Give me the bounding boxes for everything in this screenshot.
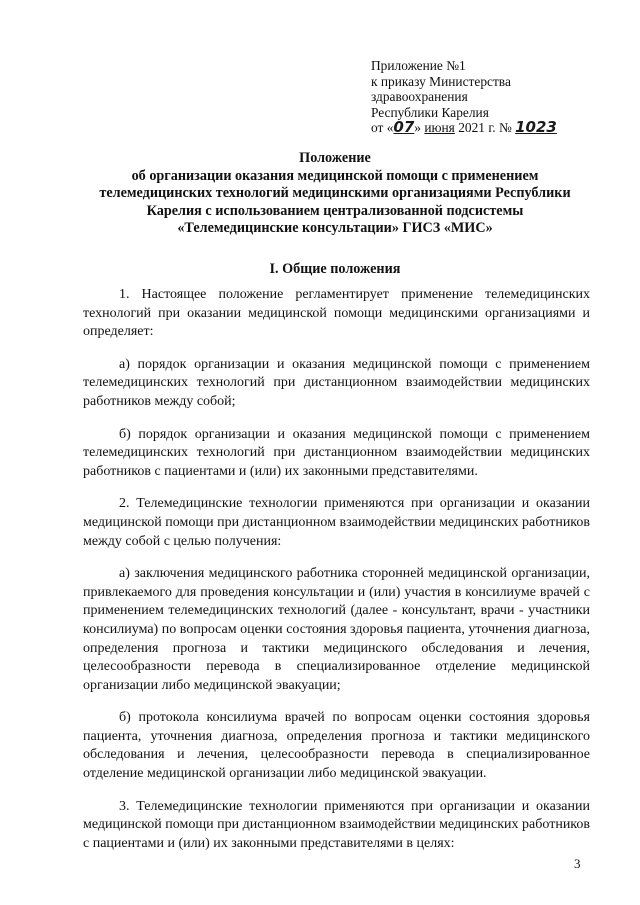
paragraph-1a: а) порядок организации и оказания медицинской помощи с применением телемедицинских технологий при дистанционном взаимодействии медицинских работников между собой; [83, 356, 590, 409]
date-prefix: от « [371, 120, 394, 135]
page-number: 3 [574, 856, 581, 871]
title-line-2: об организации оказания медицинской помощи с применением [131, 167, 539, 184]
title-line-3: телемедицинских технологий медицинскими организациями Республики [99, 185, 571, 201]
date-mid: » [414, 120, 425, 135]
section-heading: I. Общие положения [269, 261, 401, 277]
date-year: 2021 г. № [454, 120, 516, 135]
annex-line-4: Республики Карелия [371, 104, 489, 120]
annex-line-1: Приложение №1 [371, 58, 466, 73]
annex-block [371, 58, 557, 136]
annex-date-line [371, 120, 557, 136]
title-line-5: «Телемедицинские консультации» ГИСЗ «МИС» [177, 220, 493, 236]
document-title [80, 150, 590, 238]
paragraph-1: 1. Настоящее положение регламентирует применение телемедицинских технологий при оказании медицинской помощи медицинскими организациями и определяет: [83, 287, 590, 340]
paragraph-2a: а) заключения медицинского работника сторонней медицинской организации, привлекаемого для проведения консультации и (или) участия в консилиуме врачей с применением телемедицинских технологий (далее - консультант, врачи - участники консилиума) по вопросам оценки состояния здоровья пациента, уточнения диагноза, определения прогноза и тактики медицинского обследования и лечения, целесообразности перевода в специализированное отделение медицинской организации либо медицинской эвакуации; [83, 566, 590, 693]
title-line-4: Карелия с использованием централизованной подсистемы [146, 202, 524, 219]
paragraph-2: 2. Телемедицинские технологии применяются при организации и оказании медицинской помощи при дистанционном взаимодействии медицинских работников между собой с целью получения: [83, 496, 591, 549]
handwritten-day: 07 [393, 118, 415, 136]
paragraph-1b: б) порядок организации и оказания медицинской помощи с применением телемедицинских технологий при дистанционном взаимодействии медицинских работников с пациентами и (или) их законными представителями. [83, 426, 590, 479]
date-month: июня [424, 120, 455, 135]
title-line-1: Положение [299, 150, 371, 166]
paragraph-2b: б) протокола консилиума врачей по вопросам оценки состояния здоровья пациента, уточнения диагноза, определения прогноза и тактики медицинского обследования и лечения, целесообразности перевода в специализированное отделение медицинской организации либо медицинской эвакуации. [83, 710, 590, 782]
paragraph-3: 3. Телемедицинские технологии применяются при организации и оказании медицинской помощи при дистанционном взаимодействии медицинских работников с пациентами и (или) их законными представителями в целях: [83, 798, 591, 851]
document-body [83, 286, 590, 866]
handwritten-order-number: 1023 [515, 118, 557, 136]
annex-line-2: к приказу Министерства [371, 73, 511, 89]
annex-line-3: здравоохранения [371, 89, 468, 104]
